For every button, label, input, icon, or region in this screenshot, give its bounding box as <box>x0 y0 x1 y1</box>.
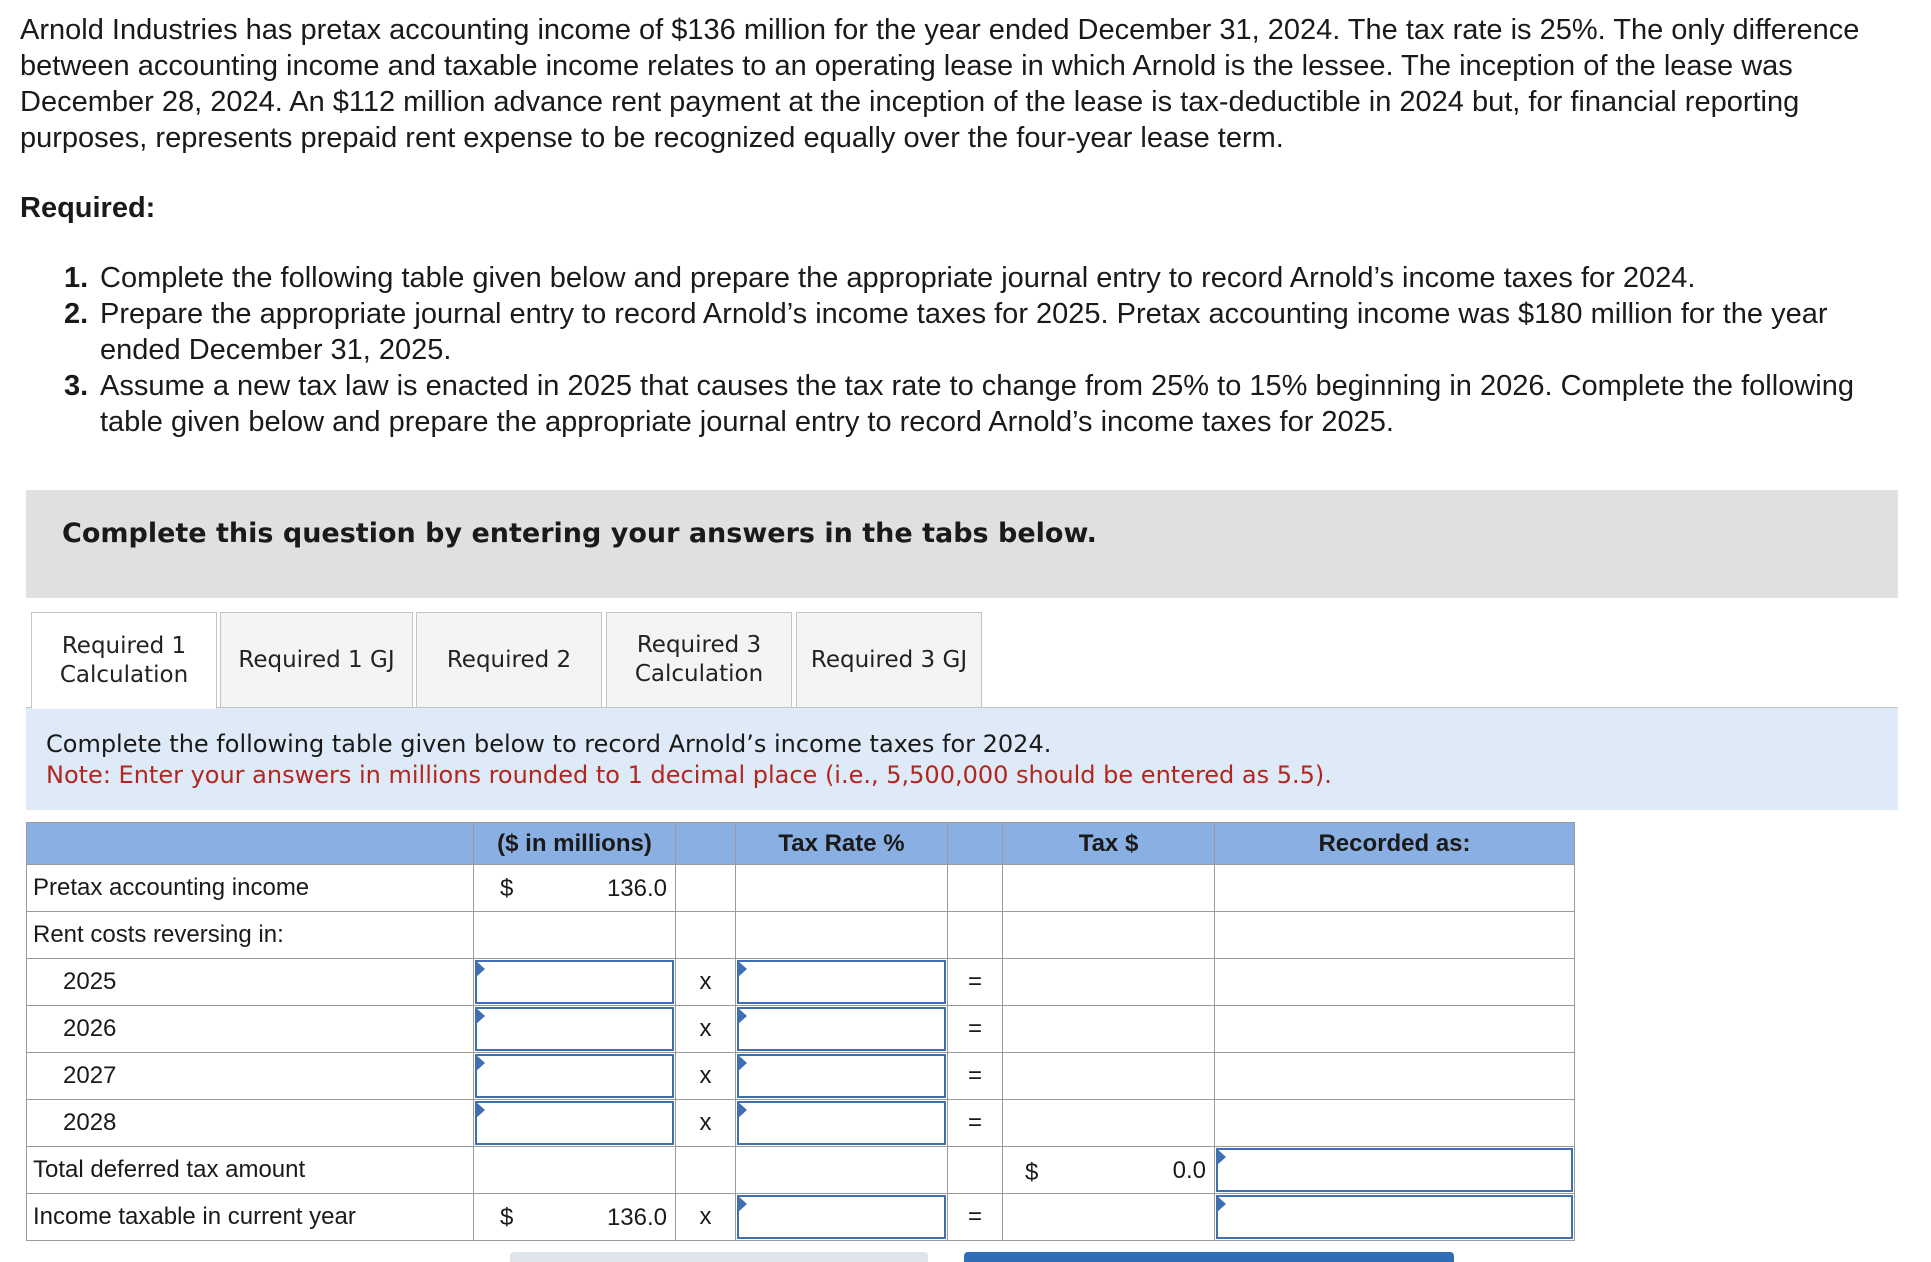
tab-label-line2: Calculation <box>634 661 764 687</box>
empty-cell <box>1215 959 1575 1006</box>
amount-2028-cell <box>474 1100 676 1147</box>
table-row-pretax <box>27 865 1575 912</box>
amount-2028-input[interactable] <box>475 1101 674 1145</box>
rate-2028-cell <box>736 1100 948 1147</box>
tab-required-2[interactable] <box>416 612 602 708</box>
requirement-text: Prepare the appropriate journal entry to record Arnold’s income taxes for 2025. Pretax accounting income was $180 million for the year ended December 31, 2025. <box>100 298 1828 366</box>
tab-required-3-calculation[interactable] <box>606 612 792 708</box>
taxable-amount: 136.0 <box>606 1204 667 1231</box>
tab-required-1-gj[interactable] <box>220 612 413 708</box>
times-symbol: x <box>676 1053 736 1100</box>
empty-cell <box>1003 1053 1215 1100</box>
rate-2025-cell <box>736 959 948 1006</box>
total-tax-cell <box>1003 1147 1215 1194</box>
header-recorded-as: Recorded as: <box>1215 823 1575 865</box>
table-row-2026 <box>27 1006 1575 1053</box>
table-row-2027 <box>27 1053 1575 1100</box>
row-label: 2028 <box>27 1100 474 1147</box>
taxable-amount-cell <box>474 1194 676 1241</box>
times-symbol: x <box>676 1194 736 1241</box>
tab-label-line1: Required 1 <box>61 632 187 659</box>
tab-required-1-calculation[interactable] <box>31 612 217 709</box>
empty-cell <box>474 912 676 959</box>
amount-2026-input[interactable] <box>475 1007 674 1051</box>
tab-required-3-gj[interactable] <box>796 612 982 708</box>
total-recorded-cell <box>1215 1147 1575 1194</box>
empty-cell <box>1003 865 1215 912</box>
times-symbol: x <box>676 1006 736 1053</box>
tab-label-line2: Calculation <box>59 661 189 688</box>
empty-cell <box>1003 959 1215 1006</box>
required-heading: Required: <box>20 192 156 224</box>
empty-cell <box>1215 1006 1575 1053</box>
row-label: 2026 <box>27 1006 474 1053</box>
header-tax-rate: Tax Rate % <box>736 823 948 865</box>
table-header-row <box>27 823 1575 865</box>
pretax-amount: 136.0 <box>606 875 667 902</box>
total-recorded-as-input[interactable] <box>1216 1148 1573 1192</box>
tab-label: Required 3 GJ <box>810 646 968 673</box>
amount-2025-input[interactable] <box>475 960 674 1004</box>
table-row-total <box>27 1147 1575 1194</box>
rate-2028-input[interactable] <box>737 1101 946 1145</box>
table-row-2025 <box>27 959 1575 1006</box>
rate-taxable-cell <box>736 1194 948 1241</box>
rate-2027-cell <box>736 1053 948 1100</box>
problem-intro: Arnold Industries has pretax accounting income of $136 million for the year ended December 31, 2024. The tax rate is 25%. The only difference between accounting income and taxable income relates to an operating lease in which Arnold is the lessee. The inception of the lease was December 28, 2024. An $112 million advance rent payment at the inception of the lease is tax-deductible in 2024 but, for financial reporting purposes, represents prepaid rent expense to be recognized equally over the four-year lease term. <box>20 14 1860 154</box>
requirement-1 <box>64 260 1904 296</box>
empty-cell <box>676 865 736 912</box>
requirement-3 <box>64 368 1904 440</box>
empty-cell <box>736 912 948 959</box>
empty-cell <box>1003 912 1215 959</box>
requirement-text: Complete the following table given below and prepare the appropriate journal entry to record Arnold’s income taxes for 2024. <box>100 262 1696 294</box>
amount-2027-input[interactable] <box>475 1054 674 1098</box>
requirement-number: 2. <box>64 298 89 330</box>
equals-symbol: = <box>948 959 1003 1006</box>
total-deferred-tax: 0.0 <box>1172 1157 1206 1184</box>
header-equals <box>948 823 1003 865</box>
instruction-banner <box>26 490 1898 598</box>
requirement-number: 3. <box>64 370 89 402</box>
empty-cell <box>736 865 948 912</box>
requirement-number: 1. <box>64 262 89 294</box>
rate-2026-input[interactable] <box>737 1007 946 1051</box>
rate-2026-cell <box>736 1006 948 1053</box>
equals-symbol: = <box>948 1194 1003 1241</box>
empty-cell <box>1215 865 1575 912</box>
table-row-rent-header <box>27 912 1575 959</box>
equals-symbol: = <box>948 1100 1003 1147</box>
taxable-recorded-cell <box>1215 1194 1575 1241</box>
row-label: Pretax accounting income <box>27 865 474 912</box>
prev-tab-button[interactable] <box>510 1252 928 1262</box>
empty-cell <box>1215 1100 1575 1147</box>
amount-2026-cell <box>474 1006 676 1053</box>
empty-cell <box>736 1147 948 1194</box>
times-symbol: x <box>676 1100 736 1147</box>
taxable-recorded-as-input[interactable] <box>1216 1195 1573 1239</box>
instructions-panel <box>26 708 1898 810</box>
header-label <box>27 823 474 865</box>
requirement-2 <box>64 296 1904 368</box>
instructions-note: Note: Enter your answers in millions rounded to 1 decimal place (i.e., 5,500,000 should be entered as 5.5). <box>46 761 1332 789</box>
empty-cell <box>1003 1006 1215 1053</box>
rate-2025-input[interactable] <box>737 960 946 1004</box>
tab-label-line1: Required 3 <box>636 632 762 658</box>
empty-cell <box>948 865 1003 912</box>
empty-cell <box>1215 1053 1575 1100</box>
row-label: 2025 <box>27 959 474 1006</box>
row-label: Total deferred tax amount <box>27 1147 474 1194</box>
tab-bar <box>26 612 1898 708</box>
amount-2025-cell <box>474 959 676 1006</box>
instructions-text: Complete the following table given below to record Arnold’s income taxes for 2024. <box>46 730 1052 758</box>
row-label: Income taxable in current year <box>27 1194 474 1241</box>
header-times <box>676 823 736 865</box>
next-tab-button[interactable] <box>964 1252 1454 1262</box>
empty-cell <box>1215 912 1575 959</box>
requirement-text: Assume a new tax law is enacted in 2025 that causes the tax rate to change from 25% to 15% beginning in 2026. Complete the following table given below and prepare the appropriate journal entry to record Arnold’s income taxes for 2025. <box>100 370 1854 438</box>
rate-2027-input[interactable] <box>737 1054 946 1098</box>
empty-cell <box>474 1147 676 1194</box>
pretax-amount-cell <box>474 865 676 912</box>
empty-cell <box>676 1147 736 1194</box>
currency-symbol: $ <box>500 1204 514 1231</box>
equals-symbol: = <box>948 1053 1003 1100</box>
amount-2027-cell <box>474 1053 676 1100</box>
empty-cell <box>948 1147 1003 1194</box>
tab-label: Required 2 <box>446 646 572 673</box>
empty-cell <box>1003 1100 1215 1147</box>
row-label: Rent costs reversing in: <box>27 912 474 959</box>
row-label: 2027 <box>27 1053 474 1100</box>
tab-label: Required 1 GJ <box>238 646 395 673</box>
currency-symbol: $ <box>1025 1159 1039 1186</box>
banner-text: Complete this question by entering your answers in the tabs below. <box>62 518 1097 549</box>
deferred-tax-table <box>26 822 1575 1241</box>
empty-cell <box>676 912 736 959</box>
header-tax: Tax $ <box>1003 823 1215 865</box>
times-symbol: x <box>676 959 736 1006</box>
table-row-taxable <box>27 1194 1575 1241</box>
empty-cell <box>948 912 1003 959</box>
rate-taxable-input[interactable] <box>737 1195 946 1239</box>
empty-cell <box>1003 1194 1215 1241</box>
table-row-2028 <box>27 1100 1575 1147</box>
equals-symbol: = <box>948 1006 1003 1053</box>
requirements-list <box>64 260 1904 440</box>
currency-symbol: $ <box>500 875 514 902</box>
header-amount: ($ in millions) <box>474 823 676 865</box>
